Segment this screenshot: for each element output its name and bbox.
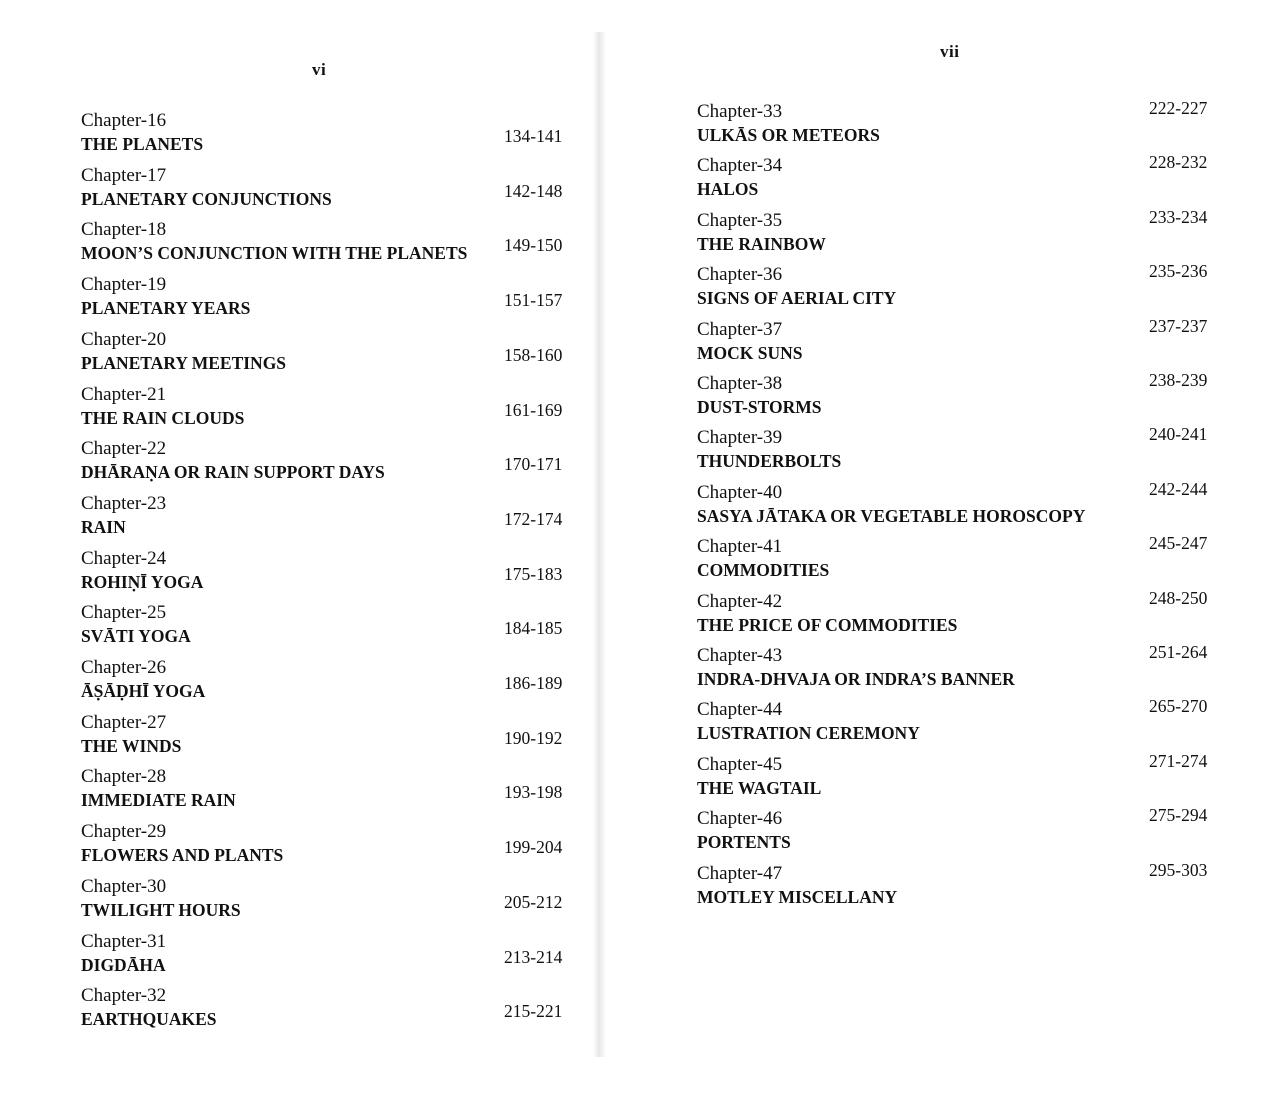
page-range: 186-189 bbox=[504, 673, 563, 693]
chapter-number: Chapter-38 bbox=[697, 373, 783, 394]
chapter-number: Chapter-16 bbox=[81, 110, 167, 131]
chapter-title: HALOS bbox=[697, 179, 759, 200]
toc-entry bbox=[81, 712, 581, 760]
page-range: 149-150 bbox=[504, 235, 563, 256]
chapter-number: Chapter-27 bbox=[81, 711, 167, 733]
page-range: 237-237 bbox=[1149, 315, 1208, 336]
chapter-title: THE PRICE OF COMMODITIES bbox=[697, 614, 958, 635]
chapter-title: ROHIṆĪ YOGA bbox=[81, 571, 204, 592]
chapter-title: LUSTRATION CEREMONY bbox=[697, 723, 920, 744]
page-range: 222-227 bbox=[1149, 98, 1208, 118]
chapter-number: Chapter-22 bbox=[81, 438, 167, 460]
chapter-title: THE WINDS bbox=[81, 735, 182, 756]
toc-entry bbox=[81, 110, 581, 158]
toc-entry bbox=[697, 805, 1237, 856]
chapter-title: THE RAIN CLOUDS bbox=[81, 407, 245, 428]
toc-entry bbox=[81, 384, 581, 432]
toc-entry bbox=[81, 329, 581, 377]
toc-entry bbox=[81, 165, 581, 213]
right-page bbox=[606, 0, 1275, 1104]
chapter-title: THUNDERBOLTS bbox=[697, 451, 842, 472]
chapter-title: EARTHQUAKES bbox=[81, 1009, 217, 1030]
chapter-title: SVĀTI YOGA bbox=[81, 626, 191, 647]
toc-entry bbox=[697, 152, 1237, 203]
page-range: 233-234 bbox=[1149, 206, 1208, 227]
chapter-title: IMMEDIATE RAIN bbox=[81, 790, 236, 811]
chapter-title: THE WAGTAIL bbox=[697, 777, 822, 798]
page-range: 205-212 bbox=[504, 891, 563, 912]
chapter-number: Chapter-26 bbox=[81, 657, 167, 678]
chapter-number: Chapter-31 bbox=[81, 930, 167, 952]
chapter-title: PORTENTS bbox=[697, 832, 791, 853]
chapter-title: TWILIGHT HOURS bbox=[81, 899, 241, 920]
chapter-title: SASYA JĀTAKA OR VEGETABLE HOROSCOPY bbox=[697, 505, 1086, 526]
page-range: 242-244 bbox=[1149, 478, 1208, 499]
chapter-number: Chapter-23 bbox=[81, 492, 167, 514]
chapter-number: Chapter-39 bbox=[697, 427, 783, 449]
chapter-number: Chapter-18 bbox=[81, 219, 167, 241]
chapter-title: DHĀRAṆA OR RAIN SUPPORT DAYS bbox=[81, 462, 385, 483]
page-range: 193-198 bbox=[504, 782, 563, 803]
toc-entry bbox=[697, 859, 1237, 911]
toc-entry bbox=[697, 478, 1237, 530]
chapter-title: COMMODITIES bbox=[697, 560, 830, 581]
toc-entry bbox=[697, 750, 1237, 802]
page-range: 161-169 bbox=[504, 399, 563, 420]
page-range: 228-232 bbox=[1149, 152, 1208, 173]
toc-entry bbox=[81, 876, 581, 924]
chapter-number: Chapter-42 bbox=[697, 590, 783, 612]
toc-entry bbox=[697, 533, 1237, 584]
page-range: 134-141 bbox=[504, 126, 563, 146]
toc-entry bbox=[81, 766, 581, 814]
page-range: 240-241 bbox=[1149, 424, 1208, 445]
chapter-number: Chapter-28 bbox=[81, 766, 167, 788]
chapter-number: Chapter-25 bbox=[81, 602, 167, 624]
chapter-number: Chapter-35 bbox=[697, 209, 783, 231]
toc-entry bbox=[81, 219, 581, 267]
page-range: 175-183 bbox=[504, 563, 563, 584]
chapter-number: Chapter-21 bbox=[81, 383, 167, 405]
page-range: 271-274 bbox=[1149, 750, 1208, 771]
chapter-title: FLOWERS AND PLANTS bbox=[81, 845, 284, 866]
chapter-number: Chapter-30 bbox=[81, 875, 167, 897]
chapter-title: MOCK SUNS bbox=[697, 342, 803, 363]
chapter-number: Chapter-19 bbox=[81, 274, 167, 296]
page-range: 199-204 bbox=[504, 837, 563, 858]
toc-entry bbox=[697, 261, 1237, 312]
chapter-number: Chapter-24 bbox=[81, 547, 167, 569]
chapter-title: SIGNS OF AERIAL CITY bbox=[697, 288, 897, 309]
chapter-title: ĀṢĀḌHĪ YOGA bbox=[81, 681, 206, 701]
toc-entry bbox=[697, 98, 1237, 149]
page-range: 295-303 bbox=[1149, 859, 1208, 880]
chapter-number: Chapter-34 bbox=[697, 155, 783, 177]
page-range: 172-174 bbox=[504, 508, 563, 529]
chapter-number: Chapter-44 bbox=[697, 699, 783, 721]
toc-entry bbox=[81, 274, 581, 322]
toc-entry bbox=[697, 642, 1237, 693]
toc-entry bbox=[81, 548, 581, 596]
book-gutter bbox=[594, 32, 606, 1057]
left-page bbox=[0, 0, 600, 1104]
chapter-title: RAIN bbox=[81, 516, 126, 537]
chapter-title: THE RAINBOW bbox=[697, 233, 826, 254]
chapter-title: MOTLEY MISCELLANY bbox=[697, 886, 898, 907]
page-range: 190-192 bbox=[504, 727, 563, 748]
toc-entry bbox=[81, 985, 581, 1033]
chapter-title: INDRA-DHVAJA OR INDRA’S BANNER bbox=[697, 669, 1015, 689]
chapter-number: Chapter-43 bbox=[697, 645, 783, 666]
toc-entry bbox=[81, 438, 581, 486]
chapter-number: Chapter-41 bbox=[697, 536, 783, 558]
toc-entry bbox=[697, 587, 1237, 639]
chapter-number: Chapter-37 bbox=[697, 318, 783, 340]
chapter-number: Chapter-45 bbox=[697, 753, 783, 775]
chapter-title: MOON’S CONJUNCTION WITH THE PLANETS bbox=[81, 243, 468, 264]
toc-entry bbox=[81, 821, 581, 869]
page-range: 265-270 bbox=[1149, 696, 1208, 717]
page-range: 215-221 bbox=[504, 1001, 563, 1022]
toc-entry bbox=[81, 931, 581, 979]
page-range: 170-171 bbox=[504, 454, 563, 475]
page-range: 213-214 bbox=[504, 946, 563, 967]
chapter-number: Chapter-17 bbox=[81, 164, 167, 186]
page-range: 238-239 bbox=[1149, 370, 1208, 390]
page-range: 184-185 bbox=[504, 618, 563, 639]
page-range: 151-157 bbox=[504, 290, 563, 311]
page-range: 251-264 bbox=[1149, 642, 1208, 662]
toc-entry bbox=[697, 370, 1237, 421]
chapter-title: DIGDĀHA bbox=[81, 954, 166, 975]
page-range: 248-250 bbox=[1149, 587, 1208, 608]
toc-entry bbox=[81, 602, 581, 650]
chapter-title: ULKĀS OR METEORS bbox=[697, 125, 880, 145]
page-range: 235-236 bbox=[1149, 261, 1208, 282]
chapter-title: PLANETARY YEARS bbox=[81, 298, 251, 319]
chapter-title: PLANETARY MEETINGS bbox=[81, 352, 287, 373]
chapter-number: Chapter-46 bbox=[697, 808, 783, 830]
chapter-number: Chapter-29 bbox=[81, 821, 167, 843]
chapter-title: THE PLANETS bbox=[81, 134, 204, 154]
chapter-title: DUST-STORMS bbox=[697, 397, 822, 417]
page-range: 158-160 bbox=[504, 344, 563, 365]
page-number: vi bbox=[312, 60, 327, 79]
page-range: 275-294 bbox=[1149, 805, 1208, 826]
page-number: vii bbox=[940, 42, 960, 61]
chapter-title: PLANETARY CONJUNCTIONS bbox=[81, 188, 332, 209]
toc-entry bbox=[697, 696, 1237, 747]
toc-entry bbox=[697, 424, 1237, 475]
toc-entry bbox=[697, 206, 1237, 258]
chapter-number: Chapter-20 bbox=[81, 328, 167, 350]
page-range: 245-247 bbox=[1149, 533, 1208, 554]
toc-entry bbox=[697, 315, 1237, 367]
chapter-number: Chapter-40 bbox=[697, 481, 783, 503]
toc-entry bbox=[81, 657, 581, 705]
chapter-number: Chapter-32 bbox=[81, 985, 167, 1007]
page-range: 142-148 bbox=[504, 180, 563, 201]
chapter-number: Chapter-47 bbox=[697, 862, 783, 884]
toc-entry bbox=[81, 493, 581, 541]
chapter-number: Chapter-36 bbox=[697, 264, 783, 286]
chapter-number: Chapter-33 bbox=[697, 101, 783, 122]
